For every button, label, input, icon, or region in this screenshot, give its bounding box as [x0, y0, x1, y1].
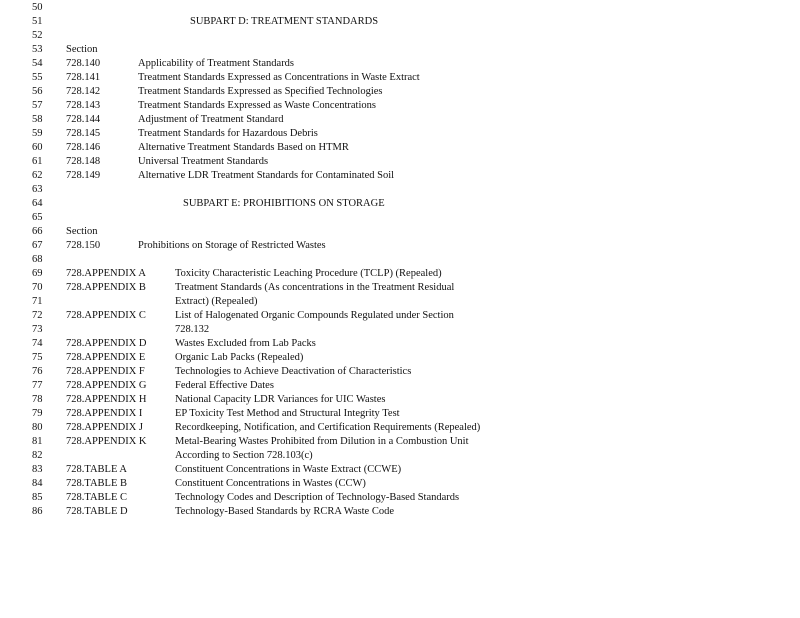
- table-code: 728.TABLE A: [66, 464, 127, 475]
- section-code: 728.146: [66, 142, 101, 153]
- line-number: 54: [32, 58, 43, 69]
- line-number: 72: [32, 310, 43, 321]
- line-number: 82: [32, 450, 43, 461]
- section-label: Section: [66, 226, 98, 237]
- line-number: 85: [32, 492, 43, 503]
- line-number: 60: [32, 142, 43, 153]
- subpart-e-heading: SUBPART E: PROHIBITIONS ON STORAGE: [183, 198, 385, 209]
- line-number: 57: [32, 100, 43, 111]
- appendix-code: 728.APPENDIX J: [66, 422, 144, 433]
- toc-row: [0, 113, 800, 127]
- appendix-title: Wastes Excluded from Lab Packs: [175, 338, 316, 349]
- toc-row: [0, 421, 800, 435]
- appendix-title: National Capacity LDR Variances for UIC Wastes: [175, 394, 386, 405]
- section-title: Applicability of Treatment Standards: [138, 58, 295, 69]
- line-number: 86: [32, 506, 43, 517]
- line-number: 84: [32, 478, 43, 489]
- appendix-code: 728.APPENDIX D: [66, 338, 147, 349]
- table-code: 728.TABLE C: [66, 492, 127, 503]
- section-code: 728.141: [66, 72, 101, 83]
- line-number: 63: [32, 184, 43, 195]
- toc-row: [0, 435, 800, 449]
- toc-row: [0, 351, 800, 365]
- appendix-code: 728.APPENDIX H: [66, 394, 147, 405]
- line-number: 74: [32, 338, 43, 349]
- section-title: Adjustment of Treatment Standard: [138, 114, 284, 125]
- toc-row-continuation: [0, 323, 800, 337]
- section-code: 728.148: [66, 156, 101, 167]
- line-number: 50: [32, 2, 43, 13]
- line-number: 80: [32, 422, 43, 433]
- toc-row-continuation: [0, 449, 800, 463]
- section-title: Treatment Standards Expressed as Waste Concentrations: [138, 100, 376, 111]
- table-title: Constituent Concentrations in Waste Extract (CCWE): [175, 464, 402, 475]
- line-65: [0, 211, 800, 225]
- appendix-code: 728.APPENDIX B: [66, 282, 146, 293]
- appendix-code: 728.APPENDIX G: [66, 380, 147, 391]
- appendix-title: Organic Lab Packs (Repealed): [175, 352, 304, 363]
- section-code: 728.143: [66, 100, 101, 111]
- line-63: [0, 183, 800, 197]
- appendix-code: 728.APPENDIX C: [66, 310, 146, 321]
- line-number: 62: [32, 170, 43, 181]
- toc-row: [0, 379, 800, 393]
- appendix-title: EP Toxicity Test Method and Structural Integrity Test: [175, 408, 400, 419]
- toc-row: [0, 267, 800, 281]
- appendix-code: 728.APPENDIX I: [66, 408, 143, 419]
- toc-row: [0, 169, 800, 183]
- toc-row: [0, 141, 800, 155]
- table-title: Technology-Based Standards by RCRA Waste Code: [175, 506, 394, 517]
- line-number: 75: [32, 352, 43, 363]
- section-code: 728.145: [66, 128, 101, 139]
- appendix-title: Treatment Standards (As concentrations in the Treatment Residual: [175, 282, 455, 293]
- toc-row: [0, 337, 800, 351]
- toc-row: [0, 393, 800, 407]
- line-number: 56: [32, 86, 43, 97]
- appendix-code: 728.APPENDIX E: [66, 352, 146, 363]
- line-number: 79: [32, 408, 43, 419]
- table-code: 728.TABLE B: [66, 478, 127, 489]
- line-number: 73: [32, 324, 43, 335]
- appendix-title: List of Halogenated Organic Compounds Regulated under Section: [175, 310, 454, 321]
- toc-row: [0, 491, 800, 505]
- appendix-title-continuation: Extract) (Repealed): [175, 296, 258, 307]
- line-number: 83: [32, 464, 43, 475]
- toc-row: [0, 505, 800, 519]
- toc-row: [0, 71, 800, 85]
- line-number: 71: [32, 296, 43, 307]
- toc-row: [0, 127, 800, 141]
- line-number: 66: [32, 226, 43, 237]
- line-53: [0, 43, 800, 57]
- section-code: 728.150: [66, 240, 101, 251]
- section-code: 728.144: [66, 114, 101, 125]
- appendix-title: Toxicity Characteristic Leaching Procedure (TCLP) (Repealed): [175, 268, 442, 279]
- toc-row: [0, 463, 800, 477]
- toc-row: [0, 239, 800, 253]
- section-code: 728.149: [66, 170, 101, 181]
- section-title: Alternative Treatment Standards Based on HTMR: [138, 142, 349, 153]
- line-number: 58: [32, 114, 43, 125]
- section-title: Treatment Standards Expressed as Concentrations in Waste Extract: [138, 72, 420, 83]
- line-52: [0, 29, 800, 43]
- table-title: Technology Codes and Description of Technology-Based Standards: [175, 492, 460, 503]
- table-title: Constituent Concentrations in Wastes (CCW): [175, 478, 366, 489]
- section-title: Universal Treatment Standards: [138, 156, 269, 167]
- table-code: 728.TABLE D: [66, 506, 128, 517]
- line-number: 78: [32, 394, 43, 405]
- line-number: 55: [32, 72, 43, 83]
- line-51: [0, 15, 800, 29]
- toc-row: [0, 155, 800, 169]
- appendix-title: Metal-Bearing Wastes Prohibited from Dilution in a Combustion Unit: [175, 436, 469, 447]
- section-title: Treatment Standards for Hazardous Debris: [138, 128, 318, 139]
- section-title: Alternative LDR Treatment Standards for Contaminated Soil: [138, 170, 395, 181]
- appendix-title-continuation: According to Section 728.103(c): [175, 450, 313, 461]
- toc-row: [0, 407, 800, 421]
- line-number: 64: [32, 198, 43, 209]
- toc-row: [0, 85, 800, 99]
- line-68: [0, 253, 800, 267]
- section-label: Section: [66, 44, 98, 55]
- appendix-code: 728.APPENDIX F: [66, 366, 145, 377]
- line-number: 61: [32, 156, 43, 167]
- line-number: 77: [32, 380, 43, 391]
- section-title: Prohibitions on Storage of Restricted Wastes: [138, 240, 326, 251]
- line-number: 67: [32, 240, 43, 251]
- appendix-code: 728.APPENDIX K: [66, 436, 147, 447]
- line-number: 81: [32, 436, 43, 447]
- toc-row: [0, 309, 800, 323]
- appendix-title: Federal Effective Dates: [175, 380, 274, 391]
- line-50: [0, 1, 800, 15]
- appendix-title: Recordkeeping, Notification, and Certification Requirements (Repealed): [175, 422, 481, 433]
- toc-row: [0, 99, 800, 113]
- toc-row: [0, 281, 800, 295]
- toc-row: [0, 477, 800, 491]
- appendix-title: Technologies to Achieve Deactivation of Characteristics: [175, 366, 412, 377]
- line-number: 52: [32, 30, 43, 41]
- section-code: 728.142: [66, 86, 101, 97]
- section-code: 728.140: [66, 58, 101, 69]
- line-66: [0, 225, 800, 239]
- appendix-title-continuation: 728.132: [175, 324, 210, 335]
- toc-row: [0, 365, 800, 379]
- line-number: 65: [32, 212, 43, 223]
- appendix-code: 728.APPENDIX A: [66, 268, 146, 279]
- line-number: 68: [32, 254, 43, 265]
- toc-row-continuation: [0, 295, 800, 309]
- line-number: 53: [32, 44, 43, 55]
- line-64: [0, 197, 800, 211]
- line-number: 69: [32, 268, 43, 279]
- subpart-d-heading: SUBPART D: TREATMENT STANDARDS: [190, 16, 379, 27]
- line-number: 51: [32, 16, 43, 27]
- section-title: Treatment Standards Expressed as Specified Technologies: [138, 86, 383, 97]
- line-number: 70: [32, 282, 43, 293]
- toc-row: [0, 57, 800, 71]
- line-number: 76: [32, 366, 43, 377]
- line-number: 59: [32, 128, 43, 139]
